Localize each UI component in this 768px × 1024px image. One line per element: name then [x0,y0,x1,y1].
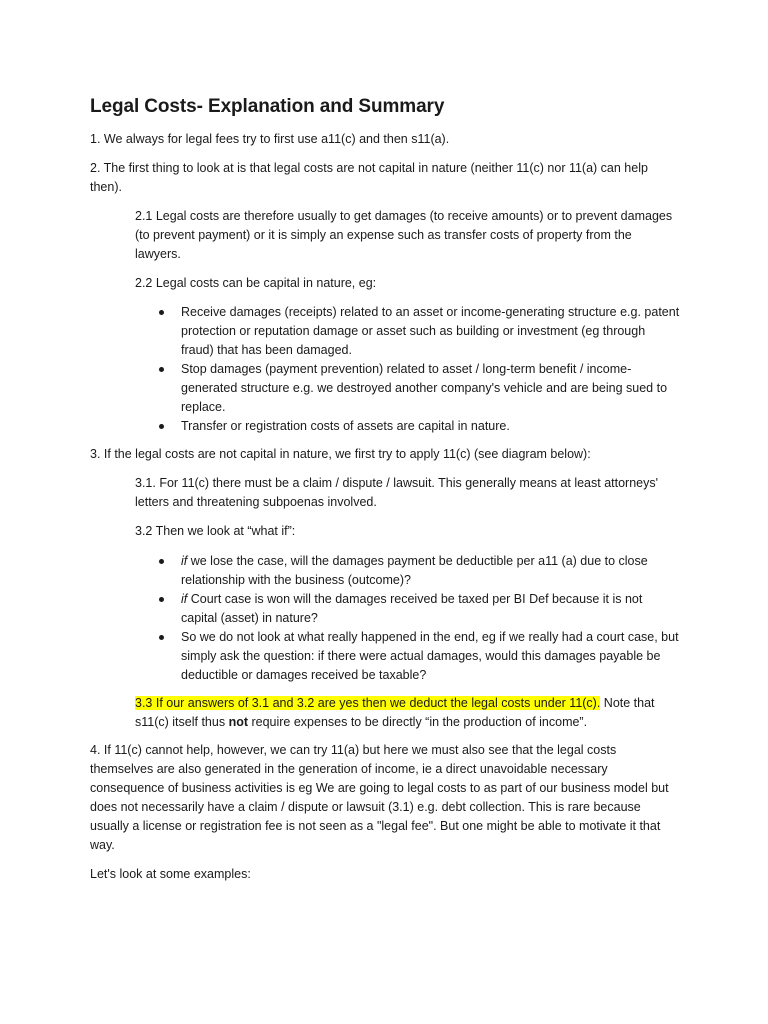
bullet-icon [159,635,164,640]
capital-nature-list [135,303,680,436]
bold-text: not [228,715,248,729]
list-item: if Court case is won will the damages received be taxed per BI Def because it is not capital (asset) in nature? [135,590,680,628]
bullet-icon [159,559,164,564]
paragraph-5: Let's look at some examples: [90,867,251,881]
list-item: Stop damages (payment prevention) related to asset / long-term benefit / income-generated structure e.g. we destroyed another company's vehicle and are being sued to replace. [135,360,680,417]
list-item: So we do not look at what really happened in the end, eg if we really had a court case, but simply ask the question: if there were actual damages, would this damages payable be deductible or damages received be taxable? [135,628,680,685]
highlighted-text: 3.3 If our answers of 3.1 and 3.2 are yes then we deduct the legal costs under 11(c). [135,696,601,710]
bullet-icon [159,367,164,372]
what-if-list [135,552,680,685]
bullet-icon [159,597,164,602]
paragraph-2: 2. The first thing to look at is that legal costs are not capital in nature (neither 11(c) nor 11(a) can help then). [90,161,648,194]
paragraph-3-3: 3.3 If our answers of 3.1 and 3.2 are yes then we deduct the legal costs under 11(c). Note that s11(c) itself thus not require expenses to be directly “in the production of income”. [135,696,655,729]
list-item: Receive damages (receipts) related to an asset or income-generating structure e.g. patent protection or reputation damage or asset such as building or investment (eg through fraud) that has been damaged. [135,303,680,360]
paragraph-2-1: 2.1 Legal costs are therefore usually to get damages (to receive amounts) or to prevent damages (to prevent payment) or it is simply an expense such as transfer costs of property from the lawyers. [135,209,673,261]
paragraph-2-2: 2.2 Legal costs can be capital in nature, eg: [135,276,377,290]
bullet-icon [159,424,164,429]
paragraph-3: 3. If the legal costs are not capital in nature, we first try to apply 11(c) (see diagram below): [90,447,591,461]
page-title: Legal Costs- Explanation and Summary [90,96,445,117]
list-item: Transfer or registration costs of assets are capital in nature. [135,417,680,436]
paragraph-1: 1. We always for legal fees try to first use a11(c) and then s11(a). [90,132,450,146]
paragraph-4: 4. If 11(c) cannot help, however, we can try 11(a) but here we must also see that the legal costs themselves are also generated in the generation of income, ie a direct unavoidable necessary consequence of business activities is eg We are going to legal costs to as part of our business model but does not necessarily have a claim / dispute or lawsuit (3.1) e.g. debt collection. This is rare because usually a license or registration fee is not seen as a "legal fee". But one might be able to motivate it that way. [90,743,669,852]
paragraph-3-1: 3.1. For 11(c) there must be a claim / dispute / lawsuit. This generally means at least attorneys' letters and threatening subpoenas involved. [135,476,658,509]
bullet-icon [159,310,164,315]
list-item: if we lose the case, will the damages payment be deductible per a11 (a) due to close relationship with the business (outcome)? [135,552,680,590]
paragraph-3-2: 3.2 Then we look at “what if”: [135,524,296,538]
